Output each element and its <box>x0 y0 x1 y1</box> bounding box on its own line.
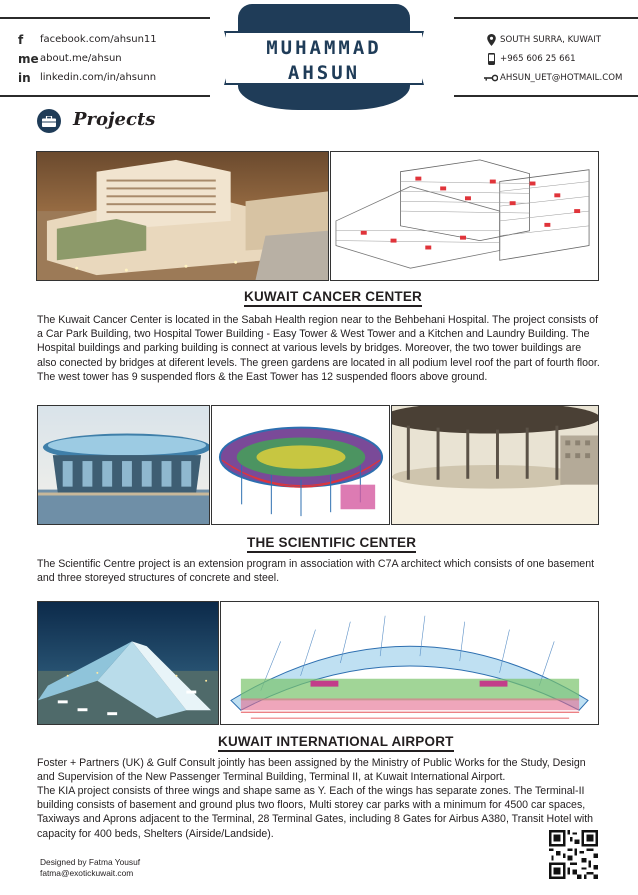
briefcase-icon <box>37 109 61 133</box>
header-rule-top-right <box>454 17 638 19</box>
scientific-center-render-image <box>37 405 210 525</box>
name-banner <box>224 4 424 110</box>
facebook-text: facebook.com/ahsun11 <box>40 34 157 45</box>
linkedin-text: linkedin.com/in/ahsunn <box>40 72 157 83</box>
facebook-link[interactable] <box>18 30 208 49</box>
section-title: Projects <box>73 109 156 130</box>
phone-icon <box>482 53 500 65</box>
aboutme-text: about.me/ahsun <box>40 53 122 64</box>
email-row[interactable] <box>482 68 638 87</box>
email-text: AHSUN_UET@HOTMAIL.COM <box>500 72 623 83</box>
project-description-kuwait-airport-p2: The KIA project consists of three wings and shape same as Y. Each of the wings has separate zones. The Terminal-II building consists of basement and ground plus two floors, Multi storey car parks with a minimum for 4500 car spaces, Taxiways and Aprons adjacent to the Terminal, 28 Terminal Gates, including 8 Gates for Airbus A380, Transit Hotel with capacity for 400 beds, Shelters (Airside/Landside). <box>37 785 594 840</box>
header-rule-bottom-right <box>454 95 638 97</box>
facebook-icon: f <box>18 32 24 47</box>
phone-text: +965 606 25 661 <box>500 53 576 64</box>
linkedin-icon: in <box>18 70 31 85</box>
scientific-center-interior-render-image <box>391 405 599 525</box>
aboutme-link[interactable] <box>18 49 208 68</box>
phone-row[interactable] <box>482 49 638 68</box>
location-pin-icon <box>482 34 500 46</box>
cancer-center-render-image <box>36 151 329 281</box>
project-description-scientific-center: The Scientific Centre project is an extension program in association with C7A architect which consists of one basement and three storeyed structures of concrete and steel. <box>37 558 595 585</box>
project-title-scientific-center: THE SCIENTIFIC CENTER <box>247 535 416 553</box>
airport-aerial-render-image <box>37 601 219 725</box>
qr-code-icon <box>549 830 598 879</box>
address-text: SOUTH SURRA, KUWAIT <box>500 34 602 45</box>
name-first: MUHAMMAD <box>266 37 382 59</box>
social-links <box>18 30 208 87</box>
name-last: AHSUN <box>287 62 361 84</box>
project-description-kuwait-airport-p1: Foster + Partners (UK) & Gulf Consult jointly has been assigned by the Ministry of Public Works for the Study, Design and Supervision of the New Passenger Terminal Building, Terminal II, at Kuwait International Airport. <box>37 757 586 784</box>
airport-structural-model-image <box>220 601 599 725</box>
footer-email[interactable]: fatma@exotickuwait.com <box>40 868 134 878</box>
linkedin-link[interactable] <box>18 68 208 87</box>
project-title-kuwait-airport: KUWAIT INTERNATIONAL AIRPORT <box>218 734 454 752</box>
header-rule-top-left <box>0 17 210 19</box>
header-rule-bottom-left <box>0 95 210 97</box>
footer-credit <box>40 857 140 879</box>
cancer-center-structural-model-image <box>330 151 599 281</box>
project-title-cancer-center: KUWAIT CANCER CENTER <box>244 289 422 307</box>
contact-info <box>482 30 638 87</box>
scientific-center-structural-model-image <box>211 405 390 525</box>
footer-designer: Designed by Fatma Yousuf <box>40 857 141 867</box>
key-icon <box>482 74 500 82</box>
project-description-cancer-center: The Kuwait Cancer Center is located in the Sabah Health region near to the Behbehani Hospital. The project consists of a Car Park Building, two Hospital Tower Building - Easy Tower & West Tower and a Kitchen and Laundry Building. The Hospital buildings and parking building is connect at various levels by bridges. Moreover, the two tower buildings are also conected by bridges at diferent levels. The green gardens are located in all podium level roof the part of fourth floor. The west tower has 9 suspended flors & the East Tower has 12 suspended floors above ground. <box>37 314 600 383</box>
address-row <box>482 30 638 49</box>
aboutme-icon: me <box>18 51 39 66</box>
